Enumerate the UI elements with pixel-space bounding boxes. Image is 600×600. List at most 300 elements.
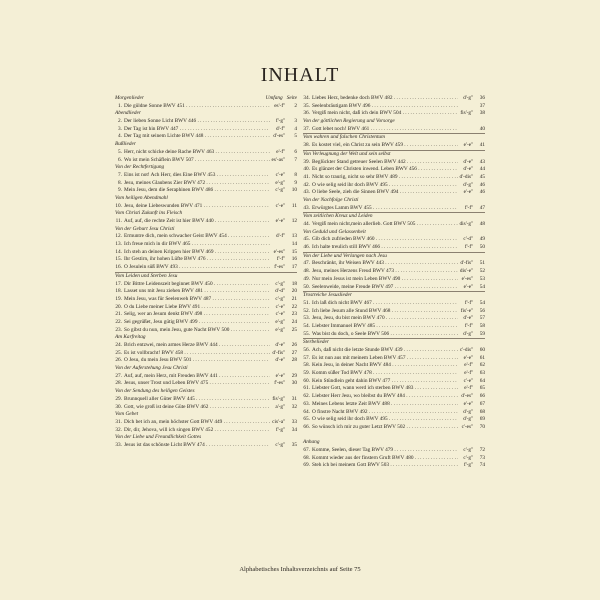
- entry-number: 26.: [115, 357, 122, 364]
- index-entry: [115, 442, 297, 450]
- entry-title: Dir, dir, Jehova, will ich singen BWV 452 . . .: [124, 427, 270, 435]
- section-title: Von der Geburt Jesu Christi: [115, 225, 175, 232]
- section-heading: [303, 150, 485, 159]
- entry-range: e'-f'': [464, 385, 473, 392]
- entry-page: 69: [479, 416, 485, 423]
- entry-page: 46: [479, 189, 485, 196]
- entry-number: 58.: [303, 362, 310, 369]
- index-entry: [115, 256, 297, 264]
- entry-number: 16.: [115, 264, 122, 271]
- index-entry: [115, 172, 297, 180]
- entry-title: Liebster Gott, wann werd ich sterben BWV 483 . . .: [312, 385, 458, 393]
- entry-number: 9.: [118, 187, 122, 194]
- column-header: [266, 95, 297, 103]
- entry-page: 24: [291, 318, 297, 325]
- entry-range: d'-e'': [463, 158, 473, 165]
- index-entry: [303, 347, 485, 355]
- entry-range: e'-f'': [464, 370, 473, 377]
- entry-title: Sei gegrüßet, Jesu gütig BWV 499 . . .: [124, 319, 270, 327]
- section-heading: [303, 212, 485, 221]
- entry-number: 4.: [118, 133, 122, 140]
- index-entry: [115, 319, 297, 327]
- entry-page: 60: [479, 347, 485, 353]
- index-entry: [303, 260, 485, 268]
- index-entry: [303, 300, 485, 308]
- index-entry: [115, 419, 297, 427]
- entry-range: f'-g'': [275, 426, 285, 433]
- entry-page: 58: [479, 322, 485, 329]
- index-entry: [303, 244, 485, 252]
- entry-page: 67: [479, 400, 485, 407]
- entry-range: e'-e'': [463, 142, 473, 149]
- entry-range: c'-g'': [463, 454, 473, 461]
- index-entry: [303, 401, 485, 409]
- entry-title: Ich halte treulich still BWV 466 . . .: [312, 244, 458, 252]
- footer-note: Alphabetisches Inhaltsverzeichnis auf Seite 75: [239, 566, 361, 573]
- entry-page: 51: [479, 260, 485, 267]
- entry-number: 65.: [303, 416, 310, 423]
- entry-number: 51.: [303, 299, 310, 306]
- entry-number: 62.: [303, 393, 310, 400]
- entry-range: e'-g'': [275, 179, 285, 186]
- section-title: Morgenlieder: [115, 95, 144, 101]
- entry-number: 48.: [303, 268, 310, 275]
- section-heading: [115, 434, 297, 442]
- entry-title: Jesus ist das schönste Licht BWV 474 . . .: [124, 442, 270, 450]
- section-title: Vom zeitlichen Kreuz und Leiden: [303, 213, 373, 220]
- index-entry: [303, 189, 485, 197]
- index-entry: [303, 308, 485, 316]
- index-entry: [303, 323, 485, 331]
- section-heading: [115, 210, 297, 218]
- entry-range: e'-es'': [273, 248, 285, 255]
- entry-number: 24.: [115, 342, 122, 348]
- left-column: [115, 95, 297, 450]
- section-heading: [303, 229, 485, 237]
- entry-number: 37.: [303, 125, 310, 132]
- entry-range: d'-g'': [463, 408, 473, 415]
- entry-number: 59.: [303, 370, 310, 377]
- section-heading: [115, 141, 297, 149]
- entry-range: d'-es'': [273, 133, 285, 140]
- entry-title: Der Tag ist hin BWV 447 . . .: [124, 126, 270, 134]
- entry-number: 34.: [303, 95, 310, 101]
- section-heading: [303, 197, 485, 205]
- entry-page: 9: [294, 179, 297, 186]
- entry-page: 13: [291, 233, 297, 240]
- entry-number: 7.: [118, 171, 122, 178]
- entry-number: 1.: [118, 102, 122, 109]
- entry-range: d'-dis'': [459, 173, 473, 180]
- entry-number: 32.: [115, 426, 122, 433]
- section-title: Vom Leiden und Sterben Jesu: [115, 272, 178, 279]
- entry-title: Ich steh an deinen Krippen hier BWV 469 . . .: [124, 249, 270, 257]
- entry-number: 19.: [115, 295, 122, 302]
- section-heading: [303, 439, 485, 447]
- index-entry: [303, 284, 485, 292]
- entry-title: So wünsch ich mir zu guter Letzt BWV 502 . . .: [312, 424, 458, 432]
- section-title: Trostreiche Jesuslieder: [303, 292, 352, 299]
- entry-title: Jesu, meines Glaubens Zier BWV 472 . . .: [124, 180, 270, 188]
- entry-page: 73: [479, 454, 485, 461]
- entry-page: 30: [291, 380, 297, 387]
- entry-range: d'-f'': [275, 233, 285, 240]
- entry-range: d'-e'': [275, 342, 285, 348]
- entry-page: 25: [291, 326, 297, 333]
- entry-title: Beschränkt, ihr Weisen BWV 443 . . .: [312, 260, 458, 268]
- entry-range: e'-e'': [275, 218, 285, 224]
- entry-number: 57.: [303, 354, 310, 361]
- index-entry: [303, 393, 485, 401]
- entry-title: Eins ist not! Ach Herr, dies Eine BWV 453 . . .: [124, 172, 270, 180]
- entry-title: Erwürgtes Lamm BWV 455 . . .: [312, 205, 458, 213]
- entry-title: O Jesulein süß BWV 493 . . .: [124, 264, 270, 272]
- entry-number: 18.: [115, 288, 122, 295]
- index-entry: [115, 233, 297, 241]
- entry-range: c'-d'': [463, 236, 473, 243]
- entry-number: 3.: [118, 125, 122, 132]
- entry-title: Lasset uns mit Jesu ziehen BWV 481 . . .: [124, 288, 270, 296]
- entry-page: 31: [291, 395, 297, 402]
- entry-page: 54: [479, 283, 485, 290]
- entry-number: 10.: [115, 202, 122, 209]
- entry-title: O liebe Seele, zieh die Sinnen BWV 494 . . .: [312, 189, 458, 197]
- entry-page: 17: [291, 264, 297, 271]
- entry-number: 11.: [115, 218, 122, 224]
- section-title: Abendlieder: [115, 110, 141, 117]
- entry-page: 15: [291, 248, 297, 255]
- entry-title: O du Liebe meiner Liebe BWV 491 . . .: [124, 304, 270, 312]
- entry-range: c'-g'': [463, 446, 473, 453]
- entry-title: O wie selig seid ihr doch BWV 495 . . .: [312, 416, 458, 424]
- entry-title: Ich freue mich in dir BWV 465 . . .: [124, 241, 270, 249]
- entry-page: 20: [291, 288, 297, 295]
- index-entry: [303, 174, 485, 182]
- section-title: Bußlieder: [115, 141, 136, 148]
- section-title: Vom wahren und falschen Christentum: [303, 134, 385, 141]
- entry-number: 8.: [118, 179, 122, 186]
- index-entry: [115, 373, 297, 381]
- index-entry: [303, 268, 485, 276]
- entry-title: Herr, nicht schicke deine Rache BWV 463 . . .: [124, 149, 270, 157]
- page-title: INHALT: [260, 64, 340, 86]
- entry-title: Ermuntre dich, mein schwacher Geist BWV 454 . . .: [124, 233, 270, 241]
- entry-page: 5: [294, 133, 297, 140]
- entry-page: 46: [479, 181, 485, 188]
- entry-title: Kein Jesu, in deiner Nacht BWV 484 . . .: [312, 362, 458, 370]
- entry-number: 42.: [303, 181, 310, 188]
- entry-range: d'-fis'': [460, 260, 473, 267]
- entry-title: Ach, daß nicht die letzte Stunde BWV 439 . . .: [312, 347, 458, 355]
- index-entry: [303, 447, 485, 455]
- entry-page: 23: [291, 311, 297, 318]
- entry-page: 28: [291, 357, 297, 364]
- entry-number: 36.: [303, 110, 310, 117]
- entry-page: 8: [294, 171, 297, 178]
- index-entry: [303, 159, 485, 167]
- entry-number: 38.: [303, 142, 310, 149]
- entry-number: 23.: [115, 326, 122, 333]
- entry-range: d'-e'': [463, 166, 473, 173]
- entry-title: Kein Stündlein geht dahin BWV 477 . . .: [312, 378, 458, 386]
- entry-page: 57: [479, 315, 485, 322]
- entry-number: 31.: [115, 418, 122, 425]
- entry-title: O Jesu, du mein Jesu BWV 501 . . .: [124, 357, 270, 365]
- entry-range: c'-e'': [463, 377, 473, 384]
- section-title: Von Geduld und Gelassenheit: [303, 228, 366, 235]
- entry-page: 63: [479, 370, 485, 377]
- entry-number: 17.: [115, 280, 122, 287]
- entry-title: Es ist nun aus mit meinem Leben BWV 457 . . .: [312, 355, 458, 363]
- index-entry: [303, 110, 485, 118]
- section-title: Von der Nachfolge Christi: [303, 196, 359, 203]
- entry-range: f'-f'': [464, 322, 473, 329]
- entry-page: 2: [294, 102, 297, 109]
- index-entry: [115, 357, 297, 365]
- index-entry: [115, 249, 297, 257]
- entry-number: 55.: [303, 330, 310, 337]
- entry-title: Kommt wieder aus der finstern Gruft BWV 480 . . .: [312, 455, 458, 463]
- section-heading: [115, 388, 297, 396]
- index-entry: [303, 385, 485, 393]
- index-entry: [115, 180, 297, 188]
- entry-title: Der lieben Sonne Licht BWV 446 . . .: [124, 118, 270, 126]
- entry-range: fis'-g'': [460, 110, 473, 117]
- entry-title: Gott lebet noch! BWV 461 . . .: [312, 126, 458, 134]
- index-entry: [303, 236, 485, 244]
- entry-title: Wo ist mein Schäflein BWV 507 . . .: [124, 157, 270, 165]
- entry-range: c'-e'': [275, 303, 285, 310]
- entry-page: 27: [291, 349, 297, 356]
- entry-range: c'-g'': [275, 280, 285, 287]
- entry-title: Jesus, unser Trost und Leben BWV 475 . . .: [124, 380, 270, 388]
- right-column: [303, 95, 485, 470]
- index-entry: [115, 396, 297, 404]
- entry-page: 64: [479, 377, 485, 384]
- section-heading: [115, 411, 297, 419]
- entry-range: f'-f'': [464, 299, 473, 306]
- entry-number: 52.: [303, 307, 310, 314]
- index-entry: [303, 409, 485, 417]
- entry-range: f'-es'': [274, 264, 285, 271]
- entry-page: 49: [479, 236, 485, 243]
- section-title: Am Karfreitag: [115, 334, 146, 341]
- section-title: Vom Christi Zukunft ins Fleisch: [115, 210, 183, 217]
- index-entry: [303, 95, 485, 103]
- entry-page: 21: [291, 295, 297, 302]
- entry-title: Jesu, deine Liebeswunden BWV 471 . . .: [124, 203, 270, 211]
- entry-range: d'-f'': [275, 125, 285, 132]
- entry-title: Gib dich zufrieden BWV 460 . . .: [312, 236, 458, 244]
- entry-title: Gott, wie groß ist deine Güte BWV 462 . . .: [124, 404, 270, 412]
- index-entry: [115, 281, 297, 289]
- section-title: Von der Liebe und Freundlichkeit Gottes: [115, 434, 202, 441]
- entry-range: c'-e'': [275, 311, 285, 318]
- entry-title: Mein Jesu, was für Seelenweh BWV 487 . . .: [124, 296, 270, 304]
- index-entry: [115, 380, 297, 388]
- entry-title: Der Tag mit seinem Lichte BWV 448 . . .: [124, 133, 270, 141]
- entry-number: 39.: [303, 158, 310, 165]
- entry-range: d'-es'': [461, 393, 473, 400]
- entry-range: d'-g'': [463, 330, 473, 337]
- index-entry: [303, 378, 485, 386]
- entry-page: 26: [291, 342, 297, 348]
- entry-number: 67.: [303, 446, 310, 453]
- entry-page: 61: [479, 354, 485, 361]
- entry-title: Komm süßer Tod BWV 478 . . .: [312, 370, 458, 378]
- entry-number: 5.: [118, 148, 122, 155]
- entry-title: Steh ich bei meinem Gott BWV 503 . . .: [312, 462, 458, 470]
- entry-page: 54: [479, 299, 485, 306]
- entry-range: es'-f'': [274, 102, 285, 109]
- entry-title: Brunnquell aller Güter BWV 445 . . .: [124, 396, 270, 404]
- section-heading: [115, 164, 297, 172]
- entry-title: Ich liebe Jesum alle Stund BWV 468 . . .: [312, 308, 458, 316]
- index-entry: [115, 304, 297, 312]
- index-entry: [115, 288, 297, 296]
- entry-range: d'-fis'': [272, 349, 285, 356]
- entry-range: cis'-a'': [272, 418, 285, 425]
- entry-range: c'-g'': [275, 441, 285, 448]
- entry-range: d'-e'': [463, 315, 473, 322]
- entry-title: Ich laß dich nicht BWV 467 . . .: [312, 300, 458, 308]
- entry-number: 21.: [115, 311, 122, 318]
- entry-range: c'-g'': [275, 295, 285, 302]
- entry-page: 35: [291, 441, 297, 448]
- entry-page: 47: [479, 204, 485, 211]
- entry-title: Es glänzet der Christen inwend. Leben BWV 456 . . .: [312, 166, 458, 174]
- entry-title: Vergiß mein nicht, daß ich dein BWV 504 . . .: [312, 110, 458, 118]
- entry-range: dis'-g'': [459, 221, 473, 227]
- entry-page: 11: [291, 202, 297, 209]
- entry-number: 25.: [115, 349, 122, 356]
- section-heading: [303, 291, 485, 300]
- index-entry: [303, 355, 485, 363]
- entry-page: 34: [291, 426, 297, 433]
- entry-title: Brich entzwei, mein armes Herze BWV 444 . . .: [124, 342, 270, 350]
- entry-number: 6.: [118, 156, 122, 163]
- entry-range: es'-as'': [271, 156, 285, 163]
- index-entry: [303, 205, 485, 213]
- entry-range: e'-es'': [461, 275, 473, 282]
- entry-range: c'-e'': [275, 171, 285, 178]
- section-heading: [115, 365, 297, 373]
- entry-range: d'-g'': [463, 181, 473, 188]
- index-entry: [303, 142, 485, 150]
- index-entry: [115, 241, 297, 249]
- index-entry: [303, 416, 485, 424]
- index-entry: [303, 370, 485, 378]
- entry-page: 41: [479, 142, 485, 149]
- entry-title: Auf, auf, mein Herz, mit Freuden BWV 441 . . .: [124, 373, 270, 381]
- index-entry: [303, 276, 485, 284]
- entry-title: Dir Bittre Leidenszeit beginnet BWV 450 . . .: [124, 281, 270, 289]
- index-entry: [115, 103, 297, 111]
- entry-page: 43: [479, 158, 485, 165]
- entry-range: d'-g'': [463, 95, 473, 101]
- entry-range: d'-g'': [463, 416, 473, 423]
- entry-number: 22.: [115, 318, 122, 325]
- section-title: Vom Gebet: [115, 411, 139, 418]
- entry-title: Liebes Herz, bedenke doch BWV 482 . . .: [312, 95, 458, 103]
- entry-page: 72: [479, 446, 485, 453]
- index-entry: [303, 362, 485, 370]
- entry-number: 63.: [303, 400, 310, 407]
- entry-number: 40.: [303, 166, 310, 173]
- entry-page: 7: [294, 156, 297, 163]
- entry-number: 41.: [303, 173, 310, 180]
- section-heading: [115, 272, 297, 281]
- section-heading: [303, 118, 485, 126]
- entry-title: Seelenbräutigam BWV 496 . . .: [312, 103, 458, 111]
- entry-page: 66: [479, 393, 485, 400]
- entry-range: e'-f'': [464, 362, 473, 369]
- entry-range: e'-e'': [275, 372, 285, 379]
- entry-page: 74: [479, 462, 485, 469]
- index-entry: [115, 187, 297, 195]
- entry-number: 44.: [303, 221, 310, 227]
- section-title: Von Verleugnung der Welt und sein selbst: [303, 150, 391, 157]
- entry-page: 36: [479, 95, 485, 101]
- entry-page: 65: [479, 385, 485, 392]
- entry-page: 50: [479, 244, 485, 251]
- entry-range: c'-es'': [461, 423, 473, 430]
- entry-range: a'-g'': [275, 403, 285, 410]
- entry-number: 56.: [303, 347, 310, 353]
- entry-range: e'-e'': [463, 189, 473, 196]
- entry-page: 44: [479, 166, 485, 173]
- entry-title: Dich bet ich an, mein höchster Gott BWV 449 . . .: [124, 419, 270, 427]
- entry-title: Jesu, Jesu, du bist mein BWV 470 . . .: [312, 315, 458, 323]
- index-entry: [115, 427, 297, 435]
- entry-number: 50.: [303, 283, 310, 290]
- entry-page: 40: [479, 125, 485, 132]
- entry-number: 69.: [303, 462, 310, 469]
- entry-range: e'-g'': [275, 318, 285, 325]
- index-entry: [115, 404, 297, 412]
- entry-title: Seelenweide, meine Freude BWV 497 . . .: [312, 284, 458, 292]
- entry-number: 27.: [115, 372, 122, 379]
- entry-page: 18: [291, 280, 297, 287]
- entry-range: c'-g'': [275, 187, 285, 194]
- entry-page: 12: [291, 218, 297, 224]
- entry-number: 15.: [115, 256, 122, 263]
- entry-title: Nicht so traurig, nicht so sehr BWV 489 . . .: [312, 174, 458, 182]
- entry-page: 45: [479, 173, 485, 180]
- entry-range: e'-e'': [463, 283, 473, 290]
- entry-range: d'-d'': [275, 288, 285, 295]
- entry-page: 22: [291, 303, 297, 310]
- entry-page: 53: [479, 275, 485, 282]
- entry-number: 12.: [115, 233, 122, 240]
- entry-title: O finstre Nacht BWV 492 . . .: [312, 409, 458, 417]
- entry-page: 33: [291, 418, 297, 425]
- entry-number: 53.: [303, 315, 310, 322]
- section-heading: [303, 133, 485, 142]
- entry-page: 59: [479, 330, 485, 337]
- section-heading: [115, 95, 297, 103]
- entry-title: Liebster Immanuel BWV 485 . . .: [312, 323, 458, 331]
- index-entry: [303, 315, 485, 323]
- entry-title: Meines Lebens letzte Zeit BWV 488 . . .: [312, 401, 458, 409]
- section-heading: [115, 334, 297, 342]
- section-heading: [115, 226, 297, 234]
- entry-number: 14.: [115, 248, 122, 255]
- section-heading: [303, 252, 485, 261]
- entry-title: O wie selig seid ihr doch BWV 495 . . .: [312, 182, 458, 190]
- entry-range: fis'-g'': [272, 395, 285, 402]
- entry-range: f'-f'': [464, 244, 473, 251]
